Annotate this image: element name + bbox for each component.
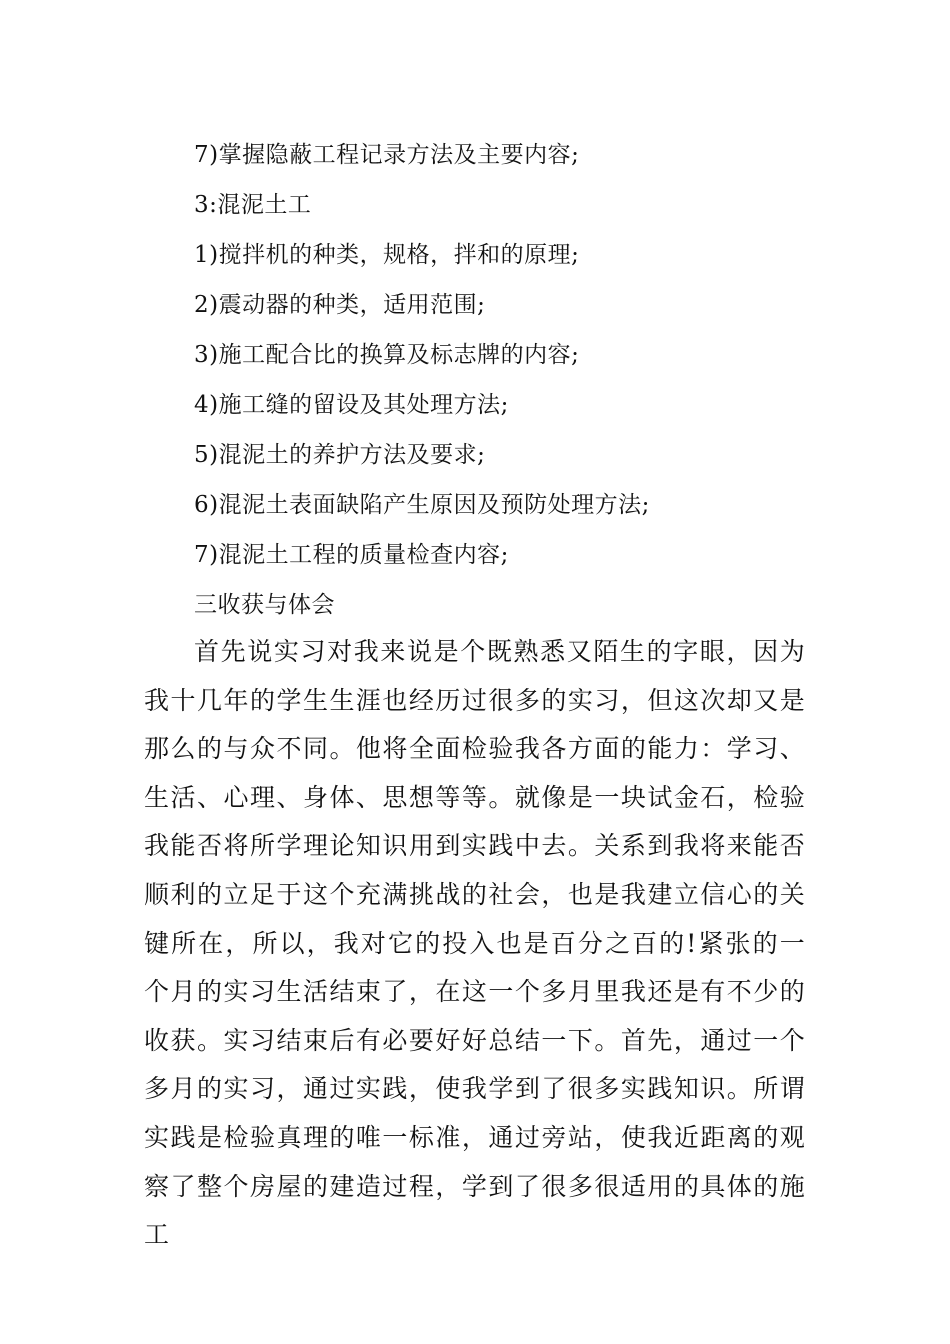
- section-heading: 三收获与体会: [194, 592, 335, 618]
- requirements-list: [194, 130, 814, 630]
- body-paragraph: 首先说实习对我来说是个既熟悉又陌生的字眼，因为我十几年的学生生涯也经历过很多的实习，但这次却又是那么的与众不同。他将全面检验我各方面的能力：学习、生活、心理、身体、思想等等。就像是一块试金石，检验我能否将所学理论知识用到实践中去。关系到我将来能否顺利的立足于这个充满挑战的社会，也是我建立信心的关键所在，所以，我对它的投入也是百分之百的!紧张的一个月的实习生活结束了，在这一个多月里我还是有不少的收获。实习结束后有必要好好总结一下。首先，通过一个多月的实习，通过实践，使我学到了很多实践知识。所谓实践是检验真理的唯一标准，通过旁站，使我近距离的观察了整个房屋的建造过程，学到了很多很适用的具体的施工: [144, 637, 806, 1250]
- list-item: 1)搅拌机的种类，规格，拌和的原理;: [194, 242, 580, 268]
- list-item: 4)施工缝的留设及其处理方法;: [194, 392, 509, 418]
- list-item: 6)混泥土表面缺陷产生原因及预防处理方法;: [194, 492, 650, 518]
- list-item: 7)掌握隐蔽工程记录方法及主要内容;: [194, 142, 580, 168]
- list-item: 2)震动器的种类，适用范围;: [194, 292, 486, 318]
- list-item: 3)施工配合比的换算及标志牌的内容;: [194, 342, 580, 368]
- list-item: 5)混泥土的养护方法及要求;: [194, 442, 486, 468]
- list-item: 7)混泥土工程的质量检查内容;: [194, 542, 509, 568]
- section-heading: 3:混泥土工: [194, 192, 312, 218]
